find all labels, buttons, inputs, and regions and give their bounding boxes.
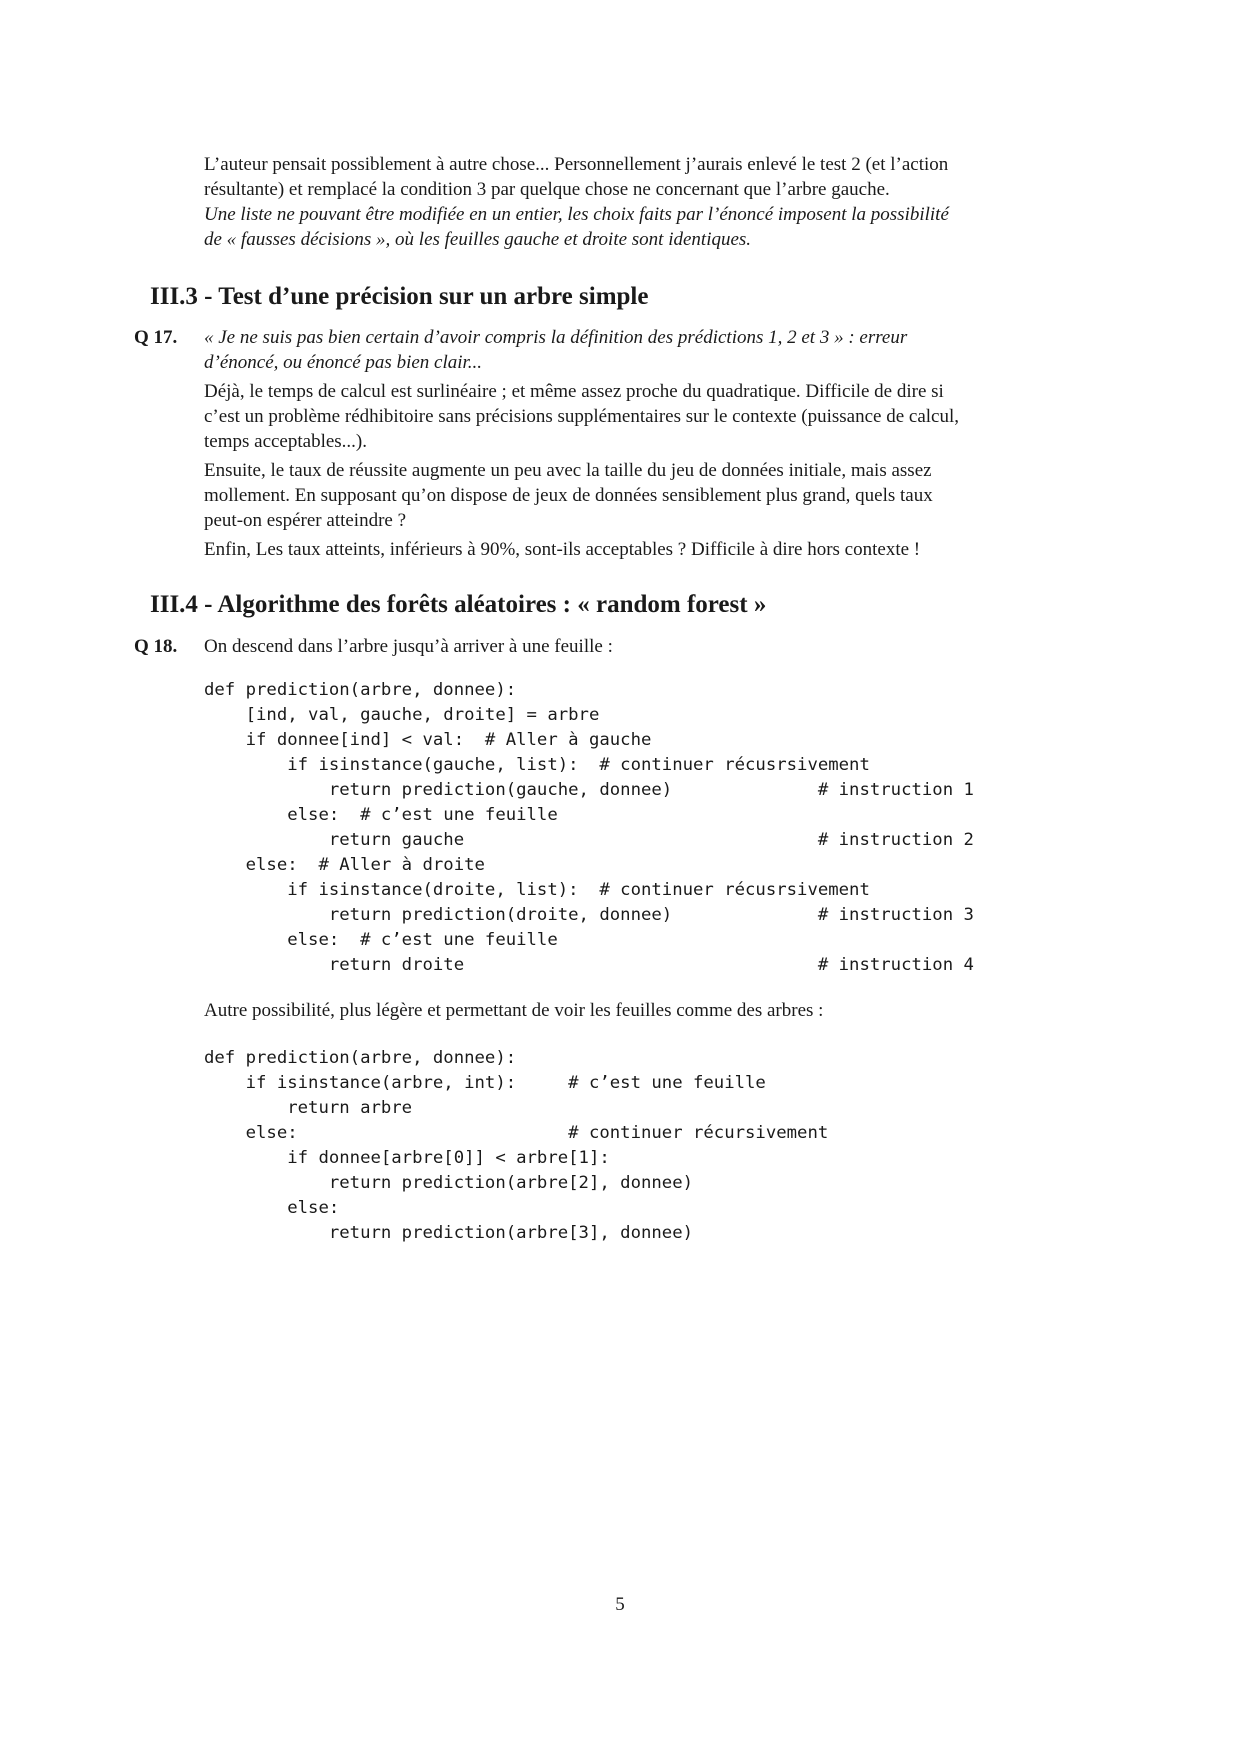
section-heading-iii-4: III.4 - Algorithme des forêts aléatoires : « random forest » [150, 591, 767, 618]
page-number: 5 [615, 1594, 625, 1615]
question-18-label: Q 18. [134, 636, 178, 657]
q17-p2-line-3: peut-on espérer atteindre ? [204, 510, 407, 531]
q17-p1-line-3: temps acceptables...). [204, 431, 368, 452]
q17-p1-line-1: Déjà, le temps de calcul est surlinéaire ; et même assez proche du quadratique. Difficile de dire si [204, 381, 944, 402]
alternative-line: Autre possibilité, plus légère et permettant de voir les feuilles comme des arbres : [204, 1000, 824, 1021]
intro-line-2: résultante) et remplacé la condition 3 par quelque chose ne concernant que l’arbre gauche. [204, 179, 890, 200]
q18-intro-line: On descend dans l’arbre jusqu’à arriver à une feuille : [204, 636, 613, 657]
section-heading-iii-3: III.3 - Test d’une précision sur un arbre simple [150, 283, 649, 310]
q17-italic-line-1: « Je ne suis pas bien certain d’avoir compris la définition des prédictions 1, 2 et 3 » : erreur [204, 327, 908, 348]
intro-line-1: L’auteur pensait possiblement à autre chose... Personnellement j’aurais enlevé le test 2 (et l’action [204, 154, 949, 175]
code-block-alternative: def prediction(arbre, donnee): if isinstance(arbre, int): # c’est une feuille return arbre else: # continuer récursivement if donnee[arbre[0]] < arbre[1]: return prediction(arbre[2], donnee) else: return prediction(arbre[3], donnee) [204, 1048, 829, 1243]
q17-italic-line-2: d’énoncé, ou énoncé pas bien clair... [204, 352, 483, 373]
question-17-label: Q 17. [134, 327, 178, 348]
intro-paragraph [204, 152, 1096, 252]
q17-p3-line-1: Enfin, Les taux atteints, inférieurs à 90%, sont-ils acceptables ? Difficile à dire hors contexte ! [204, 539, 921, 560]
intro-italic-line-1: Une liste ne pouvant être modifiée en un entier, les choix faits par l’énoncé imposent la possibilité [204, 204, 949, 225]
question-18-intro [204, 634, 1096, 659]
intro-italic-line-2: de « fausses décisions », où les feuilles gauche et droite sont identiques. [204, 229, 752, 250]
question-17-body [204, 325, 1096, 562]
q17-p2-line-1: Ensuite, le taux de réussite augmente un peu avec la taille du jeu de données initiale, mais assez [204, 460, 932, 481]
q17-p1-line-2: c’est un problème rédhibitoire sans précisions supplémentaires sur le contexte (puissance de calcul, [204, 406, 959, 427]
alternative-paragraph [204, 998, 1096, 1023]
code-block-recursive: def prediction(arbre, donnee): [ind, val, gauche, droite] = arbre if donnee[ind] < val: # Aller à gauche if isinstance(gauche, list): # continuer récusrsivement return prediction(gauche, donnee) # instruction 1 else: # c’est une feuille return gauche # instruction 2 else: # Aller à droite if isinstance(droite, list): # continuer récusrsivement return prediction(droite, donnee) # instruction 3 else: # c’est une feuille return droite # instruction 4 [204, 680, 974, 975]
q17-p2-line-2: mollement. En supposant qu’on dispose de jeux de données sensiblement plus grand, quels taux [204, 485, 933, 506]
